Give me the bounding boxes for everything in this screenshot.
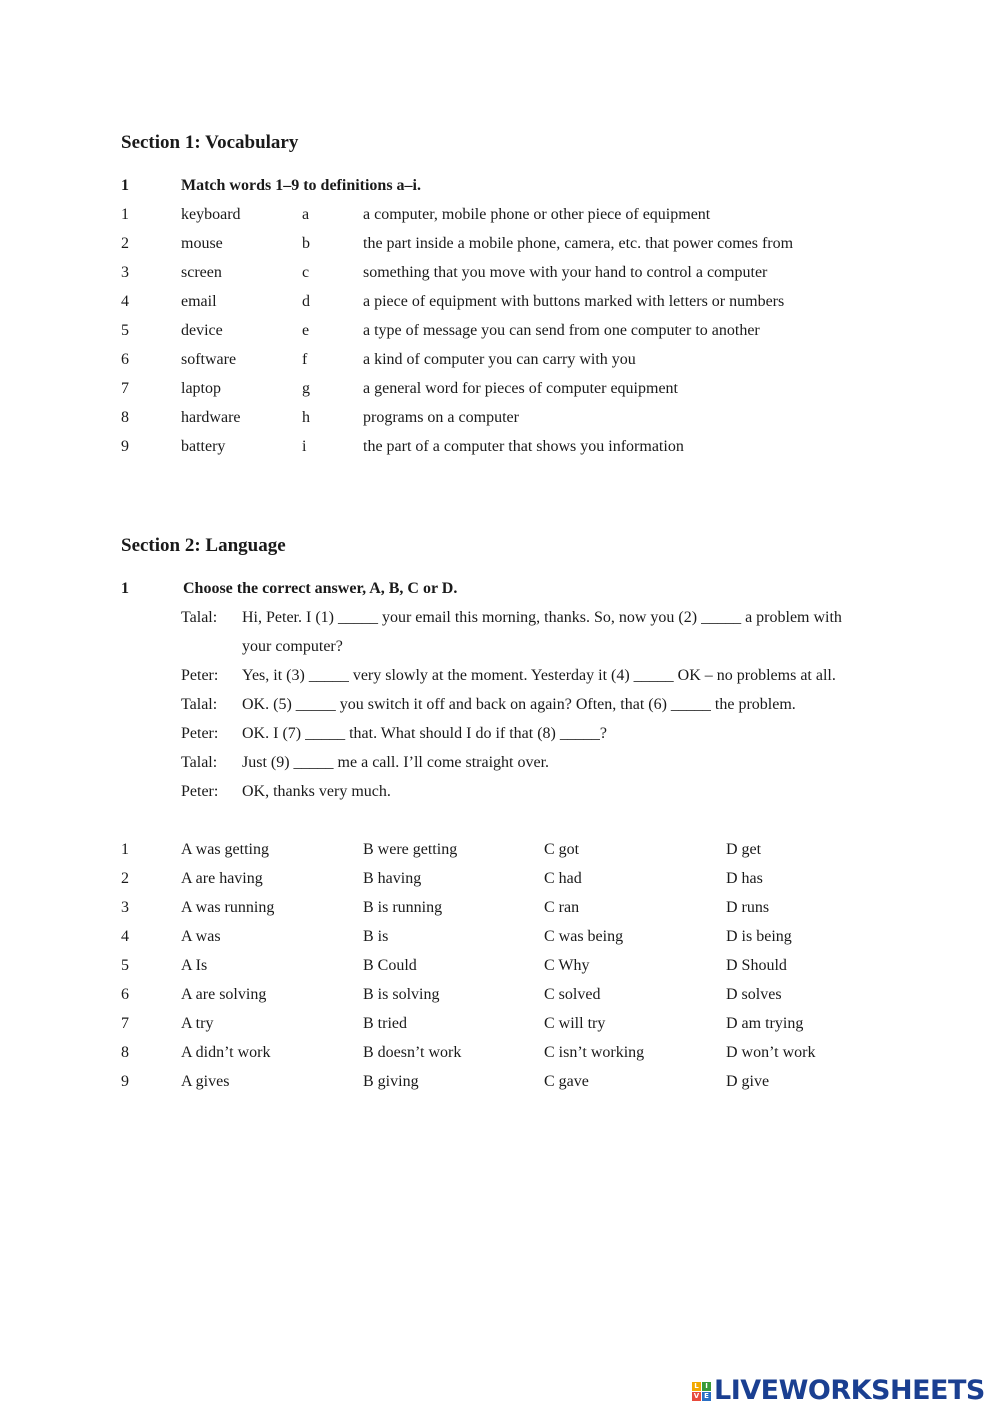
option-c: C had (544, 870, 582, 887)
section1-exercise-number: 1 (121, 177, 129, 194)
options-row (0, 957, 1000, 986)
definition-text: a general word for pieces of computer equipment (363, 380, 678, 397)
option-a: A didn’t work (181, 1044, 271, 1061)
vocab-number: 3 (121, 264, 129, 281)
dialogue-line: Just (9) _____ me a call. I’ll come straight over. (242, 754, 550, 771)
option-d: D runs (726, 899, 770, 916)
options-row (0, 986, 1000, 1015)
option-c: C got (544, 841, 580, 858)
vocab-word: device (181, 322, 223, 339)
vocab-row (0, 438, 1000, 467)
question-number: 1 (121, 841, 129, 858)
definition-text: a type of message you can send from one computer to another (363, 322, 760, 339)
option-d: D is being (726, 928, 792, 945)
dialogue-speaker: Peter: (181, 725, 219, 742)
option-b: B having (363, 870, 422, 887)
vocab-number: 8 (121, 409, 129, 426)
definition-text: something that you move with your hand to control a computer (363, 264, 768, 281)
vocab-number: 9 (121, 438, 129, 455)
dialogue-line: your computer? (242, 638, 343, 655)
option-a: A was getting (181, 841, 269, 858)
vocab-row (0, 322, 1000, 351)
dialogue-speaker: Peter: (181, 667, 219, 684)
options-row (0, 928, 1000, 957)
options-row (0, 1015, 1000, 1044)
dialogue-speaker: Talal: (181, 696, 218, 713)
option-b: B were getting (363, 841, 458, 858)
option-b: B is running (363, 899, 443, 916)
option-a: A are solving (181, 986, 267, 1003)
definition-letter: d (302, 293, 310, 310)
option-d: D won’t work (726, 1044, 816, 1061)
options-row (0, 841, 1000, 870)
option-a: A was running (181, 899, 275, 916)
options-row (0, 1044, 1000, 1073)
vocab-word: laptop (181, 380, 221, 397)
question-number: 3 (121, 899, 129, 916)
option-c: C gave (544, 1073, 589, 1090)
vocab-row (0, 380, 1000, 409)
option-c: C will try (544, 1015, 606, 1032)
question-number: 9 (121, 1073, 129, 1090)
vocab-word: mouse (181, 235, 223, 252)
option-c: C solved (544, 986, 601, 1003)
question-number: 8 (121, 1044, 129, 1061)
option-b: B is (363, 928, 389, 945)
option-b: B giving (363, 1073, 419, 1090)
option-b: B Could (363, 957, 417, 974)
option-a: A Is (181, 957, 208, 974)
definition-letter: b (302, 235, 310, 252)
definition-letter: a (302, 206, 310, 223)
option-b: B is solving (363, 986, 440, 1003)
dialogue-line: OK, thanks very much. (242, 783, 391, 800)
dialogue-line: Yes, it (3) _____ very slowly at the moment. Yesterday it (4) _____ OK – no problems at all. (242, 667, 836, 684)
logo-grid-cell: I (702, 1382, 711, 1391)
dialogue-line: OK. I (7) _____ that. What should I do if that (8) _____? (242, 725, 607, 742)
definition-letter: e (302, 322, 310, 339)
definition-text: the part inside a mobile phone, camera, etc. that power comes from (363, 235, 794, 252)
vocab-number: 1 (121, 206, 129, 223)
definition-text: a computer, mobile phone or other piece of equipment (363, 206, 711, 223)
dialogue-speaker: Talal: (181, 754, 218, 771)
options-row (0, 899, 1000, 928)
question-number: 7 (121, 1015, 129, 1032)
dialogue-line: OK. (5) _____ you switch it off and back on again? Often, that (6) _____ the problem. (242, 696, 796, 713)
definition-letter: f (302, 351, 308, 368)
option-a: A gives (181, 1073, 230, 1090)
vocab-word: battery (181, 438, 226, 455)
definition-text: programs on a computer (363, 409, 519, 426)
option-b: B doesn’t work (363, 1044, 462, 1061)
option-a: A try (181, 1015, 214, 1032)
logo-grid-cell: E (702, 1392, 711, 1401)
question-number: 5 (121, 957, 129, 974)
vocab-number: 6 (121, 351, 129, 368)
section2-title: Section 2: Language (121, 535, 286, 556)
definition-letter: c (302, 264, 310, 281)
options-row (0, 1073, 1000, 1102)
section1-title: Section 1: Vocabulary (121, 132, 299, 153)
vocab-number: 5 (121, 322, 129, 339)
vocab-row (0, 206, 1000, 235)
vocab-number: 4 (121, 293, 129, 310)
section2-exercise-number: 1 (121, 580, 129, 597)
vocab-word: screen (181, 264, 222, 281)
vocab-row (0, 264, 1000, 293)
dialogue-line: Hi, Peter. I (1) _____ your email this morning, thanks. So, now you (2) _____ a problem with (242, 609, 842, 626)
definition-letter: g (302, 380, 310, 397)
option-d: D has (726, 870, 763, 887)
option-c: C Why (544, 957, 590, 974)
vocab-row (0, 351, 1000, 380)
vocab-number: 2 (121, 235, 129, 252)
logo-text: LIVEWORKSHEETS (714, 1375, 985, 1406)
vocab-row (0, 235, 1000, 264)
section2-instruction: Choose the correct answer, A, B, C or D. (183, 580, 458, 597)
option-d: D am trying (726, 1015, 804, 1032)
vocab-word: keyboard (181, 206, 241, 223)
option-a: A was (181, 928, 221, 945)
vocab-word: email (181, 293, 217, 310)
vocab-row (0, 293, 1000, 322)
options-row (0, 870, 1000, 899)
question-number: 4 (121, 928, 129, 945)
definition-text: a piece of equipment with buttons marked with letters or numbers (363, 293, 785, 310)
option-b: B tried (363, 1015, 407, 1032)
definition-text: a kind of computer you can carry with you (363, 351, 636, 368)
definition-letter: h (302, 409, 310, 426)
option-d: D get (726, 841, 762, 858)
logo-grid-cell: L (692, 1382, 701, 1391)
vocab-number: 7 (121, 380, 129, 397)
vocab-row (0, 409, 1000, 438)
definition-letter: i (302, 438, 307, 455)
vocab-word: software (181, 351, 237, 368)
option-c: C isn’t working (544, 1044, 645, 1061)
option-a: A are having (181, 870, 263, 887)
vocab-word: hardware (181, 409, 241, 426)
logo-grid-cell: V (693, 1392, 700, 1400)
dialogue-speaker: Talal: (181, 609, 218, 626)
definition-text: the part of a computer that shows you information (363, 438, 684, 455)
option-c: C ran (544, 899, 580, 916)
question-number: 2 (121, 870, 129, 887)
option-c: C was being (544, 928, 624, 945)
dialogue-speaker: Peter: (181, 783, 219, 800)
option-d: D give (726, 1073, 770, 1090)
logo-grid-icon (692, 1377, 712, 1405)
option-d: D solves (726, 986, 782, 1003)
section1-instruction: Match words 1–9 to definitions a–i. (181, 177, 421, 194)
question-number: 6 (121, 986, 129, 1003)
option-d: D Should (726, 957, 787, 974)
